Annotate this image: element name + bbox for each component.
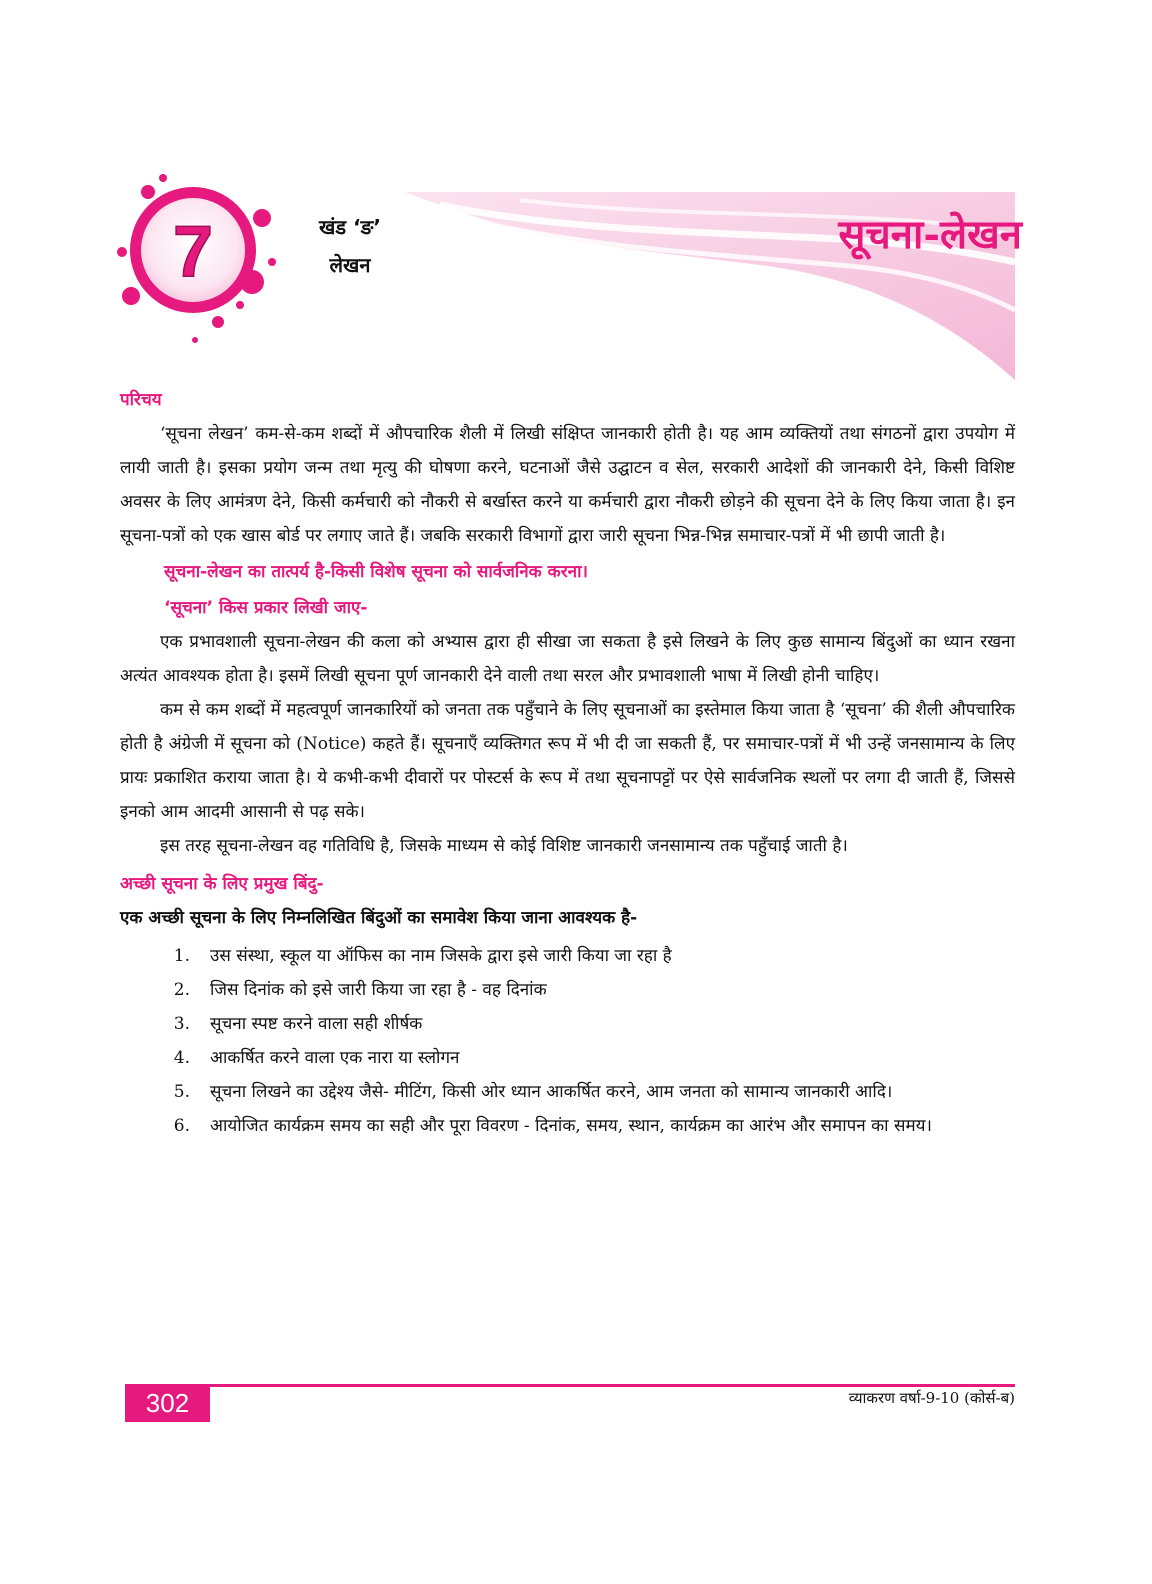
intro-heading: परिचय [120, 390, 162, 410]
chapter-number: 7 [172, 212, 214, 292]
intro-paragraph-3: कम से कम शब्दों में महत्वपूर्ण जानकारियों को जनता तक पहुँचाने के लिए सूचनाओं का इस्तेमाल किया जाता है ‘सूचना’ की शैली औपचारिक होती है अंग्रेजी में सूचना को (Notice) कहते हैं। सूचनाएँ व्यक्तिगत रूप में भी दी जा सकती हैं, पर समाचार-पत्रों में भी उन्हें जनसामान्य के लिए प्रायः प्रकाशित कराया जाता है। ये कभी-कभी दीवारों पर पोस्टर्स के रूप में तथा सूचनापट्टों पर ऐसे सार्वजनिक स्थलों पर लगा दी जाती हैं, जिससे इनको आम आदमी आसानी से पढ़ सके। [120, 700, 1015, 822]
list-item: 2. जिस दिनांक को इसे जारी किया जा रहा है - वह दिनांक [173, 980, 547, 1000]
list-item: 1. उस संस्था, स्कूल या ऑफिस का नाम जिसके द्वारा इसे जारी किया जा रहा है [173, 946, 672, 966]
how-to-write-heading: ‘सूचना’ किस प्रकार लिखी जाए- [164, 598, 368, 618]
section-label-block [285, 208, 415, 284]
chapter-banner [0, 0, 1152, 400]
intro-paragraph: ‘सूचना लेखन’ कम-से-कम शब्दों में औपचारिक शैली में लिखी संक्षिप्त जानकारी होती है। यह आम व्यक्तियों तथा संगठनों द्वारा उपयोग में लायी जाती है। इसका प्रयोग जन्म तथा मृत्यु की घोषणा करने, घटनाओं जैसे उद्घाटन व सेल, सरकारी आदेशों की जानकारी देने, किसी विशिष्ट अवसर के लिए आमंत्रण देने, किसी कर्मचारी को नौकरी से बर्खास्त करने या कर्मचारी द्वारा नौकरी छोड़ने की सूचना देने के लिए किया जाता है। इन सूचना-पत्रों को एक खास बोर्ड पर लगाए जाते हैं। जबकि सरकारी विभागों द्वारा जारी सूचना भिन्न-भिन्न समाचार-पत्रों में भी छापी जाती है। [120, 424, 1015, 546]
chapter-number-emblem [117, 174, 276, 343]
section-label: खंड ‘ङ’ [319, 215, 381, 239]
list-item: 4. आकर्षित करने वाला एक नारा या स्लोगन [173, 1048, 460, 1068]
list-item: 5. सूचना लिखने का उद्देश्य जैसे- मीटिंग, किसी ओर ध्यान आकर्षित करने, आम जनता को सामान्य जानकारी आदि। [173, 1082, 893, 1102]
list-item: 6. आयोजित कार्यक्रम समय का सही और पूरा विवरण - दिनांक, समय, स्थान, कार्यक्रम का आरंभ और समापन का समय। [173, 1116, 932, 1136]
page-content [120, 383, 1015, 1143]
points-list [120, 939, 1015, 1143]
list-item: 3. सूचना स्पष्ट करने वाला सही शीर्षक [173, 1014, 423, 1034]
section-subtitle: लेखन [329, 253, 371, 277]
page-number: 302 [125, 1384, 210, 1422]
footer-divider [125, 1384, 1015, 1387]
chapter-title: सूचना-लेखन [838, 211, 1022, 258]
intro-paragraph-2: एक प्रभावशाली सूचना-लेखन की कला को अभ्यास द्वारा ही सीखा जा सकता है इसे लिखने के लिए कुछ सामान्य बिंदुओं का ध्यान रखना अत्यंत आवश्यक होता है। इसमें लिखी सूचना पूर्ण जानकारी देने वाली तथा सरल और प्रभावशाली भाषा में लिखी होनी चाहिए। [120, 632, 1015, 686]
points-heading: अच्छी सूचना के लिए प्रमुख बिंदु- [120, 874, 324, 894]
points-lead: एक अच्छी सूचना के लिए निम्नलिखित बिंदुओं का समावेश किया जाना आवश्यक है- [120, 908, 638, 928]
book-title: व्याकरण वर्षा-9-10 (कोर्स-ब) [848, 1389, 1015, 1407]
definition-highlight: सूचना-लेखन का तात्पर्य है-किसी विशेष सूचना को सार्वजनिक करना। [164, 562, 588, 582]
intro-paragraph-4: इस तरह सूचना-लेखन वह गतिविधि है, जिसके माध्यम से कोई विशिष्ट जानकारी जनसामान्य तक पहुँचाई जाती है। [160, 836, 848, 856]
